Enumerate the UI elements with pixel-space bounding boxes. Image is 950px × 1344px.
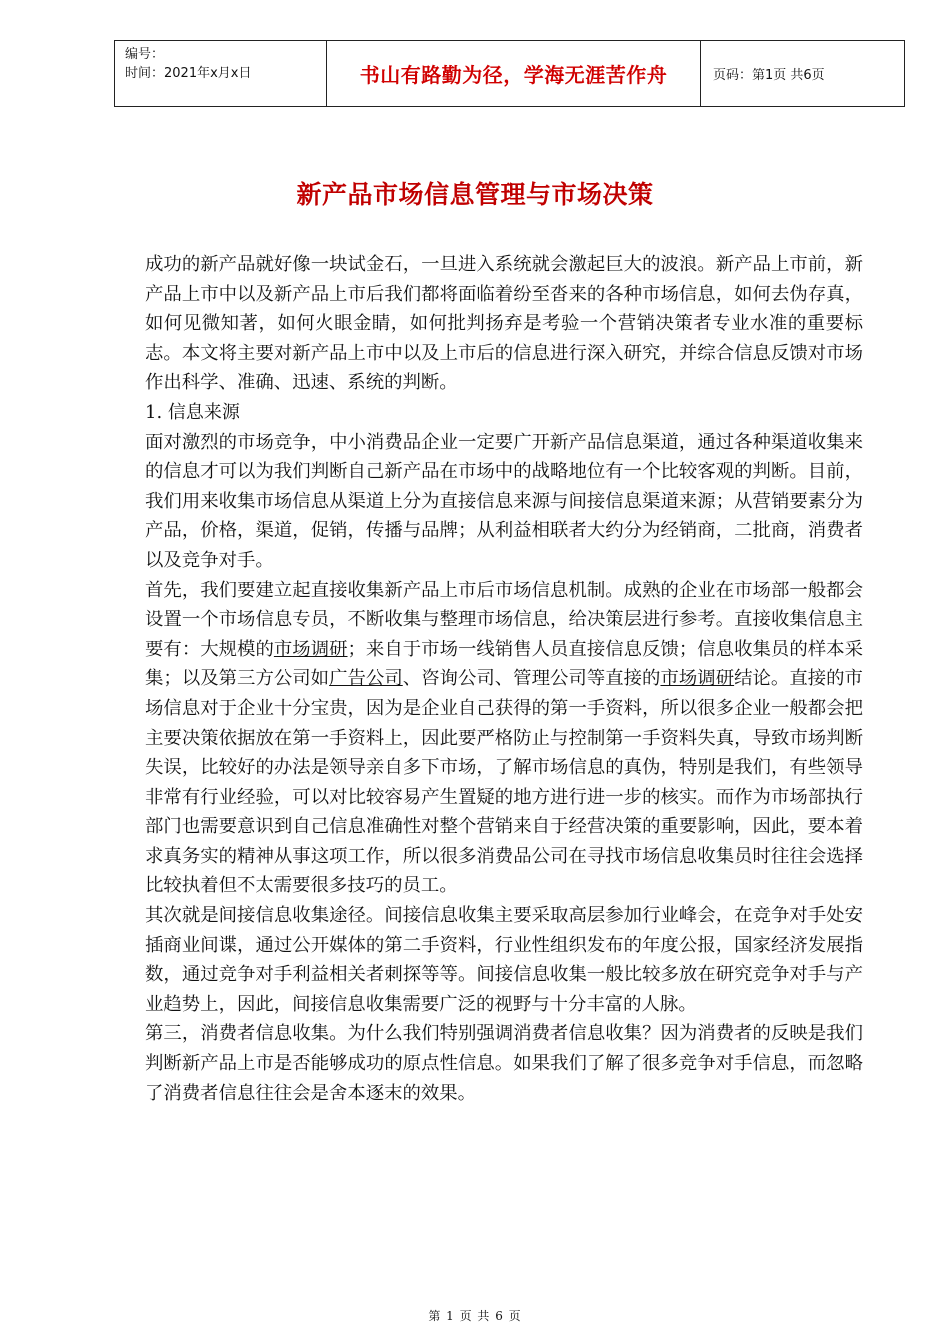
page-code-cell [701,41,905,107]
document-title: 新产品市场信息管理与市场决策 [296,180,654,209]
paragraph-direct-collection [145,576,863,902]
market-research-link[interactable]: 市场调研 [660,668,735,690]
time-label: 时间：2021年x月x日 [125,66,252,81]
paragraph-indirect-collection: 其次就是间接信息收集途径。间接信息收集主要采取高层参加行业峰会，在竞争对手处安插商业间谍，通过公开媒体的第二手资料，行业性组织发布的年度公报，国家经济发展指数，通过竞争对手利益相关者刺探等等。间接信息收集一般比较多放在研究竞争对手与产业趋势上，因此，间接信息收集需要广泛的视野与十分丰富的人脉。 [145,905,863,1015]
paragraph-consumer-info: 第三，消费者信息收集。为什么我们特别强调消费者信息收集？因为消费者的反映是我们判断新产品上市是否能够成功的原点性信息。如果我们了解了很多竞争对手信息，而忽略了消费者信息往往会是舍本逐末的效果。 [145,1023,863,1104]
motto-text: 书山有路勤为径，学海无涯苦作舟 [359,63,668,87]
number-label: 编号： [125,47,165,62]
paragraph-sources: 面对激烈的市场竞争，中小消费品企业一定要广开新产品信息渠道，通过各种渠道收集来的信息才可以为我们判断自己新产品在市场中的战略地位有一个比较客观的判断。目前，我们用来收集市场信息从渠道上分为直接信息来源与间接信息渠道来源；从营销要素分为产品，价格，渠道，促销，传播与品牌；从利益相联者大约分为经销商，二批商，消费者以及竞争对手。 [145,431,863,571]
page-code-text: 页码：第1页 共6页 [713,68,825,83]
text-span: 首先，我们要建立起直接收集新产品上市后市场信息机制。成熟的企业在市场部一般都会设置一个市场信息专员，不断收集与整理市场信息，给决策层进行参考。直接收集信息主要有：大规模的 [145,579,863,660]
motto-cell [327,41,701,107]
header-meta-cell [115,41,327,107]
market-research-link[interactable]: 市场调研 [273,638,348,660]
page-footer: 第 1 页 共 6 页 [428,1309,522,1323]
section-heading: 1. 信息来源 [145,401,240,423]
document-body [145,250,863,1108]
paragraph-intro: 成功的新产品就好像一块试金石，一旦进入系统就会激起巨大的波浪。新产品上市前，新产品上市中以及新产品上市后我们都将面临着纷至沓来的各种市场信息，如何去伪存真，如何见微知著，如何火眼金睛，如何批判扬弃是考验一个营销决策者专业水准的重要标志。本文将主要对新产品上市中以及上市后的信息进行深入研究，并综合信息反馈对市场作出科学、准确、迅速、系统的判断。 [145,254,863,394]
text-span: 结论。直接的市场信息对于企业十分宝贵，因为是企业自己获得的第一手资料，所以很多企业一般都会把主要决策依据放在第一手资料上，因此要严格防止与控制第一手资料失真，导致市场判断失误，比较好的办法是领导亲自多下市场，了解市场信息的真伪，特别是我们，有些领导非常有行业经验，可以对比较容易产生置疑的地方进行进一步的核实。而作为市场部执行部门也需要意识到自己信息准确性对整个营销来自于经营决策的重要影响，因此，要本着求真务实的精神从事这项工作，所以很多消费品公司在寻找市场信息收集员时往往会选择比较执着但不太需要很多技巧的员工。 [145,668,863,897]
text-span: 、咨询公司、管理公司等直接的 [402,668,661,690]
text-span: ；来自于市场一线销售人员直接信息反馈；信息收集员的样本采集；以及第三方公司如 [145,638,863,690]
ad-agency-link[interactable]: 广告公司 [329,668,403,690]
header-table [114,40,905,107]
